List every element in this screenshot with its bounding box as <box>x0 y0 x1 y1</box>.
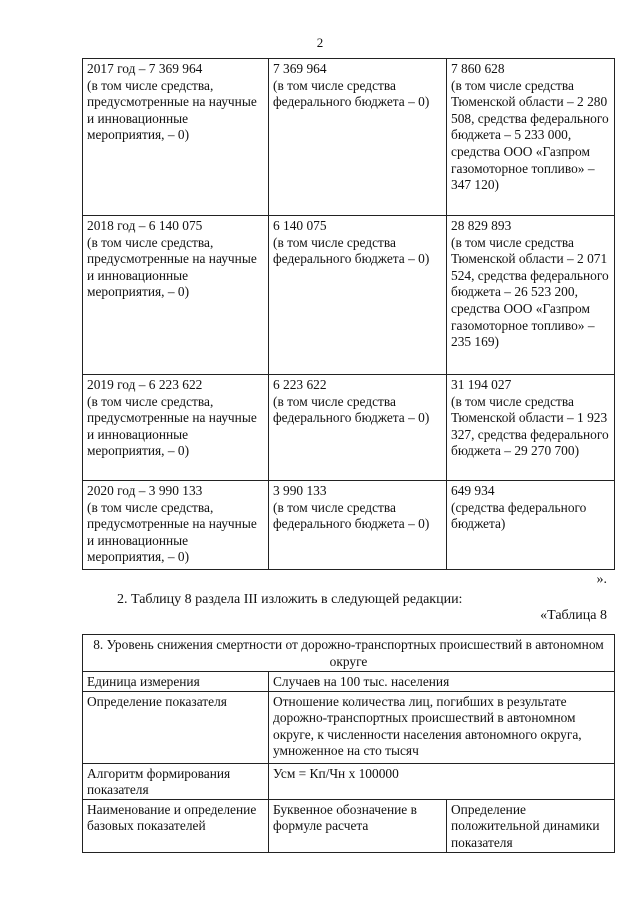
table-row <box>83 635 615 672</box>
definition-value: Отношение количества лиц, погибших в результате дорожно-транспортных происшествий в автономном округе, к численности населения автономного округа, умноженное на сто тысяч <box>269 691 615 763</box>
table-row <box>83 481 615 570</box>
table-row <box>83 763 615 799</box>
funding-regional-cell: 6 223 622 (в том числе средства федерального бюджета – 0) <box>269 375 447 481</box>
unit-value: Случаев на 100 тыс. населения <box>269 672 615 692</box>
funding-combined-cell: 28 829 893 (в том числе средства Тюменской области – 2 071 524, средства федерального бюджета – 26 523 200, средства ООО «Газпром газомоторное топливо» – 235 169) <box>447 216 615 375</box>
algorithm-value: Усм = Кп/Чн х 100000 <box>269 763 615 799</box>
table-row <box>83 59 615 216</box>
funding-total-cell: 2019 год – 6 223 622 (в том числе средства, предусмотренные на научные и инновационные мероприятия, – 0) <box>83 375 269 481</box>
indicator-title: 8. Уровень снижения смертности от дорожно-транспортных происшествий в автономном округе <box>83 635 615 672</box>
funding-table <box>82 58 615 570</box>
funding-combined-cell: 649 934 (средства федерального бюджета) <box>447 481 615 570</box>
indicator-table <box>82 634 615 853</box>
amendment-instruction: 2. Таблицу 8 раздела III изложить в следующей редакции: <box>117 592 463 607</box>
algorithm-label: Алгоритм формирования показателя <box>83 763 269 799</box>
funding-combined-cell: 7 860 628 (в том числе средства Тюменской области – 2 280 508, средства федерального бюджета – 5 233 000, средства ООО «Газпром газомоторное топливо» – 347 120) <box>447 59 615 216</box>
unit-label: Единица измерения <box>83 672 269 692</box>
table-row <box>83 672 615 692</box>
base-names-header: Наименование и определение базовых показателей <box>83 799 269 852</box>
funding-combined-cell: 31 194 027 (в том числе средства Тюменской области – 1 923 327, средства федерального бюджета – 29 270 700) <box>447 375 615 481</box>
table-caption: «Таблица 8 <box>540 608 607 623</box>
funding-regional-cell: 6 140 075 (в том числе средства федерального бюджета – 0) <box>269 216 447 375</box>
page-number: 2 <box>316 35 324 50</box>
funding-total-cell: 2020 год – 3 990 133 (в том числе средства, предусмотренные на научные и инновационные мероприятия, – 0) <box>83 481 269 570</box>
definition-label: Определение показателя <box>83 691 269 763</box>
table-row <box>83 799 615 852</box>
funding-total-cell: 2017 год – 7 369 964 (в том числе средства, предусмотренные на научные и инновационные мероприятия, – 0) <box>83 59 269 216</box>
funding-regional-cell: 3 990 133 (в том числе средства федерального бюджета – 0) <box>269 481 447 570</box>
table-row <box>83 691 615 763</box>
letter-header: Буквенное обозначение в формуле расчета <box>269 799 447 852</box>
dynamics-header: Определение положительной динамики показателя <box>447 799 615 852</box>
table-row <box>83 216 615 375</box>
funding-regional-cell: 7 369 964 (в том числе средства федерального бюджета – 0) <box>269 59 447 216</box>
quote-close-mark: ». <box>596 572 607 587</box>
funding-total-cell: 2018 год – 6 140 075 (в том числе средства, предусмотренные на научные и инновационные мероприятия, – 0) <box>83 216 269 375</box>
table-row <box>83 375 615 481</box>
